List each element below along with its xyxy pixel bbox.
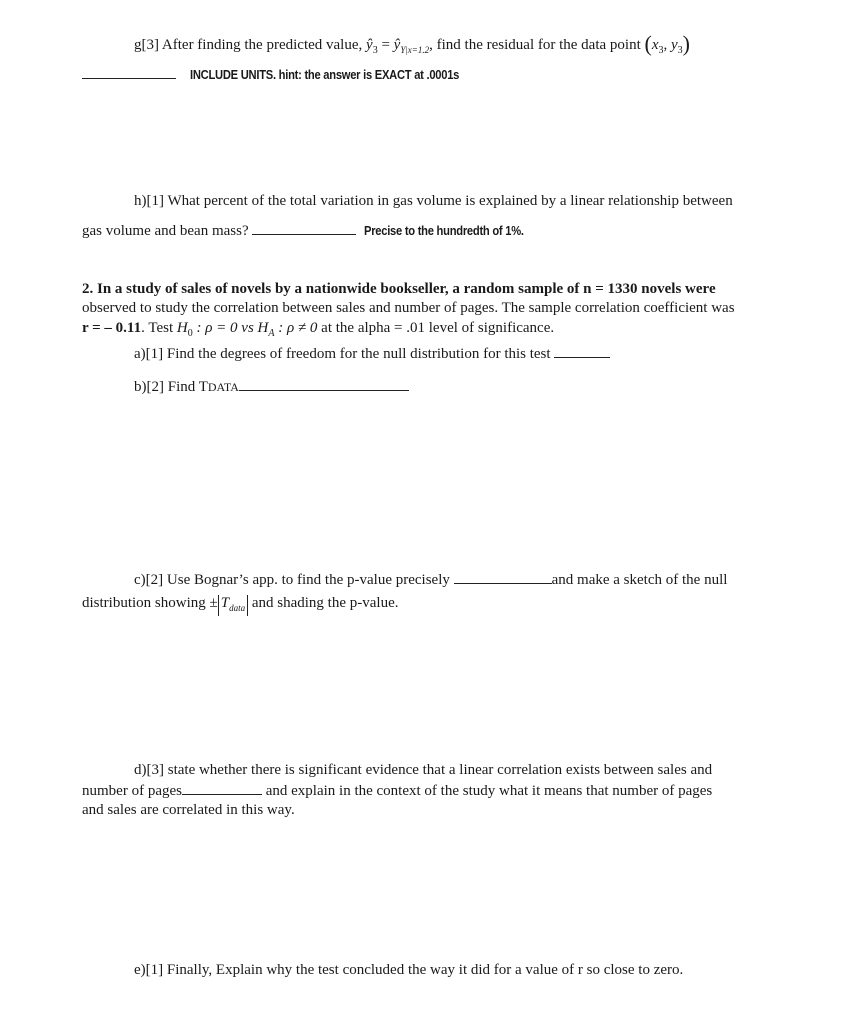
q2-stem-line1: 2. In a study of sales of novels by a nationwide bookseller, a random sample of n = 1330 novels were: [82, 281, 716, 297]
q2c-line1: c)[2] Use Bognar’s app. to find the p-value precisely and make a sketch of the null: [134, 569, 727, 590]
q2-stem-line2: observed to study the correlation between sales and number of pages. The sample correlation coefficient was: [82, 300, 735, 316]
q1h-line1: h)[1] What percent of the total variation in gas volume is explained by a linear relationship between: [134, 193, 733, 209]
q2a-text: a)[1] Find the degrees of freedom for the null distribution for this test: [134, 346, 551, 362]
q1g-answer-blank[interactable]: [82, 64, 176, 79]
q1g-formula: $ŷ_3$ = $ŷ_{Y|x=1.2}$: [366, 37, 430, 56]
q2c-answer-blank[interactable]: [454, 569, 552, 584]
q2b-row: [134, 376, 409, 397]
q1g-prefix: g[3] After finding the predicted value,: [134, 37, 363, 53]
q1g-note: INCLUDE UNITS. hint: the answer is EXACT at .0001s: [189, 67, 459, 82]
q2b-answer-blank[interactable]: [239, 376, 409, 391]
q2d-line3: and sales are correlated in this way.: [82, 802, 295, 818]
q1g-mid: , find the residual for the data point: [429, 37, 641, 53]
q1h-line2: gas volume and bean mass?: [82, 223, 249, 239]
q2d-answer-blank[interactable]: [182, 780, 262, 795]
q2a-row: [134, 343, 610, 364]
q2-stem-line3: r = – 0.11. Test $H_0$ : ρ = 0 vs $H_A$ : ρ ≠ 0 at the alpha = .01 level of significance.: [82, 320, 555, 339]
q2b-sub: DATA: [207, 380, 239, 394]
q1g-point: ($x_3$, $y_3$): [644, 31, 690, 56]
q1g-line: [134, 31, 690, 61]
q1h-note: Precise to the hundredth of 1%.: [364, 223, 524, 238]
q1h-line2-row: [82, 220, 550, 241]
q1h-answer-blank[interactable]: [252, 220, 356, 235]
q2b-text: b)[2] Find T: [134, 379, 208, 395]
q2a-answer-blank[interactable]: [554, 343, 610, 358]
q2c-line2: distribution showing ± $T_{data}$ and shading the p-value.: [82, 593, 398, 616]
q2d-line2: number of pages and explain in the context of the study what it means that number of pages: [82, 780, 712, 801]
q1g-answer-row: [82, 64, 503, 85]
q2e-line: e)[1] Finally, Explain why the test concluded the way it did for a value of r so close to zero.: [134, 962, 684, 978]
q2-r-value: r = – 0.11: [82, 320, 142, 336]
q2d-line1: d)[3] state whether there is significant evidence that a linear correlation exists between sales and: [134, 762, 713, 778]
q2c-tdata-abs: $T_{data}$: [218, 595, 248, 616]
q2-alpha: at the alpha = .01 level of significance.: [317, 320, 555, 336]
q2-hypotheses: $H_0$ : ρ = 0 vs $H_A$ : ρ ≠ 0: [176, 320, 318, 339]
